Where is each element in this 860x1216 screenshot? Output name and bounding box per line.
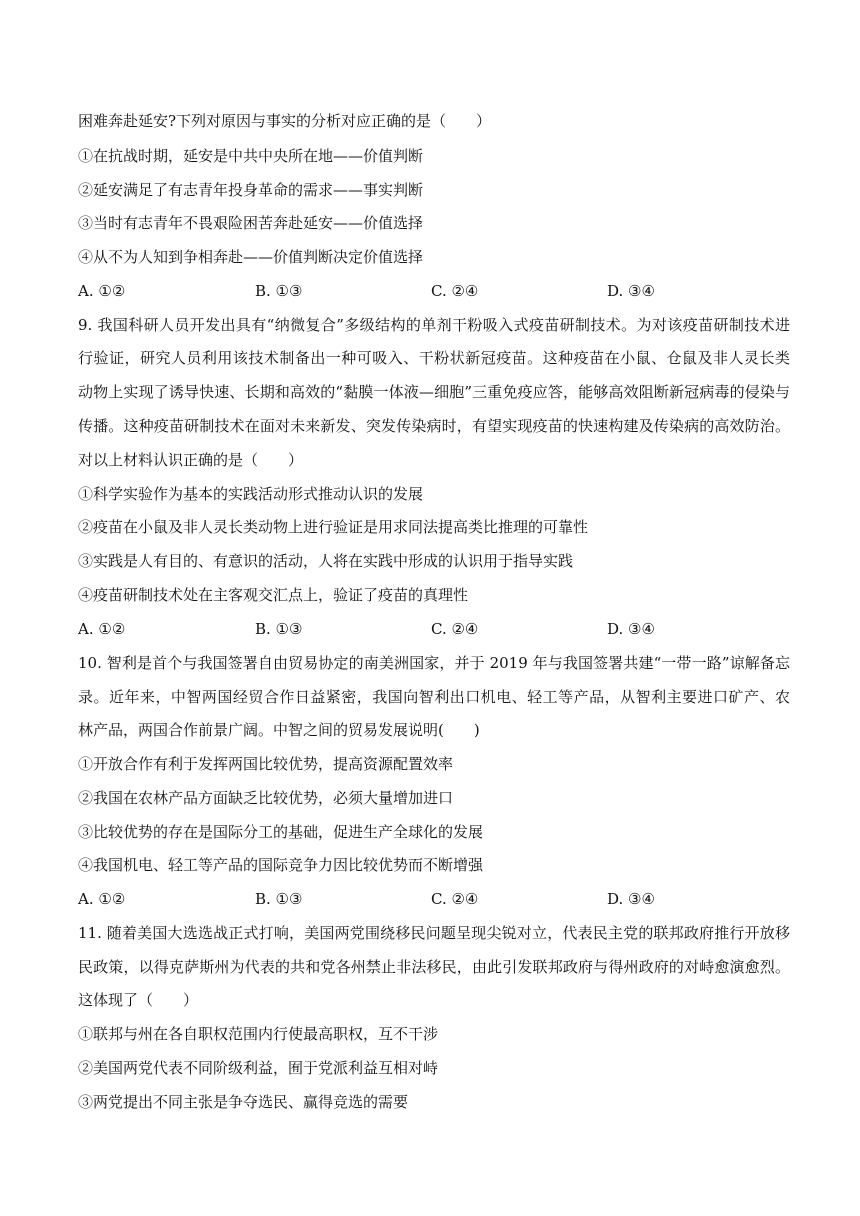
q11-stem-line-2: 民政策，以得克萨斯州为代表的共和党各州禁止非法移民，由此引发联邦政府与得州政府的对峙愈演愈烈。 bbox=[78, 958, 790, 976]
q9-options bbox=[78, 619, 790, 639]
q8-option-a[interactable]: A. ①② bbox=[78, 282, 126, 300]
q9-statement-2: ②疫苗在小鼠及非人灵长类动物上进行验证是用求同法提高类比推理的可靠性 bbox=[78, 518, 589, 536]
q9-option-a[interactable]: A. ①② bbox=[78, 620, 126, 638]
q10-stem-line-2: 录。近年来，中智两国经贸合作日益紧密，我国向智利出口机电、轻工等产品，从智利主要进口矿产、农 bbox=[78, 688, 790, 706]
q10-option-d[interactable]: D. ③④ bbox=[607, 890, 655, 908]
q10-statement-4: ④我国机电、轻工等产品的国际竞争力因比较优势而不断增强 bbox=[78, 856, 484, 874]
q9-option-c[interactable]: C. ②④ bbox=[431, 620, 479, 638]
q8-option-c[interactable]: C. ②④ bbox=[431, 282, 479, 300]
q10-option-a[interactable]: A. ①② bbox=[78, 890, 126, 908]
q8-option-b[interactable]: B. ①③ bbox=[255, 282, 303, 300]
q8-statement-4: ④从不为人知到争相奔赴——价值判断决定价值选择 bbox=[78, 248, 424, 266]
q9-stem-line-3: 动物上实现了诱导快速、长期和高效的“黏膜一体液—细胞”三重免疫应答，能够高效阻断新冠病毒的侵染与 bbox=[78, 383, 790, 401]
q9-option-d[interactable]: D. ③④ bbox=[607, 620, 655, 638]
q8-options bbox=[78, 281, 790, 301]
q9-stem-line-1: 9. 我国科研人员开发出具有“纳微复合”多级结构的单剂干粉吸入式疫苗研制技术。为对该疫苗研制技术进 bbox=[78, 316, 790, 334]
q9-statement-1: ①科学实验作为基本的实践活动形式推动认识的发展 bbox=[78, 485, 424, 503]
q10-statement-2: ②我国在农林产品方面缺乏比较优势，必须大量增加进口 bbox=[78, 789, 454, 807]
q8-statement-3: ③当时有志青年不畏艰险困苦奔赴延安——价值选择 bbox=[78, 214, 424, 232]
q9-statement-4: ④疫苗研制技术处在主客观交汇点上，验证了疫苗的真理性 bbox=[78, 586, 469, 604]
q10-option-c[interactable]: C. ②④ bbox=[431, 890, 479, 908]
q10-statement-3: ③比较优势的存在是国际分工的基础，促进生产全球化的发展 bbox=[78, 823, 484, 841]
q10-stem-line-1: 10. 智利是首个与我国签署自由贸易协定的南美洲国家，并于 2019 年与我国签署共建“一带一路”谅解备忘 bbox=[78, 654, 790, 672]
q9-statement-3: ③实践是人有目的、有意识的活动，人将在实践中形成的认识用于指导实践 bbox=[78, 552, 574, 570]
q8-statement-1: ①在抗战时期，延安是中共中央所在地——价值判断 bbox=[78, 147, 424, 165]
q10-stem-line-3: 林产品，两国合作前景广阔。中智之间的贸易发展说明( ) bbox=[78, 721, 480, 739]
q11-statement-1: ①联邦与州在各自职权范围内行使最高职权，互不干涉 bbox=[78, 1025, 439, 1043]
q9-stem-line-4: 传播。这种疫苗研制技术在面对未来新发、突发传染病时，有望实现疫苗的快速构建及传染病的高效防治。 bbox=[78, 417, 790, 435]
q11-stem-line-1: 11. 随着美国大选选战正式打响，美国两党围绕移民问题呈现尖锐对立，代表民主党的联邦政府推行开放移 bbox=[78, 924, 790, 942]
q10-option-b[interactable]: B. ①③ bbox=[255, 890, 303, 908]
q10-statement-1: ①开放合作有利于发挥两国比较优势，提高资源配置效率 bbox=[78, 755, 454, 773]
q8-option-d[interactable]: D. ③④ bbox=[607, 282, 655, 300]
q9-stem-line-5: 对以上材料认识正确的是（ ） bbox=[78, 451, 304, 469]
q9-stem-line-2: 行验证，研究人员利用该技术制备出一种可吸入、干粉状新冠疫苗。这种疫苗在小鼠、仓鼠及非人灵长类 bbox=[78, 349, 790, 367]
q10-options bbox=[78, 889, 790, 909]
q8-stem-tail: 困难奔赴延安?下列对原因与事实的分析对应正确的是（ ） bbox=[78, 112, 492, 130]
q11-statement-3: ③两党提出不同主张是争夺选民、赢得竞选的需要 bbox=[78, 1093, 409, 1111]
q11-statement-2: ②美国两党代表不同阶级利益，囿于党派利益互相对峙 bbox=[78, 1059, 439, 1077]
q9-option-b[interactable]: B. ①③ bbox=[255, 620, 303, 638]
q8-statement-2: ②延安满足了有志青年投身革命的需求——事实判断 bbox=[78, 181, 424, 199]
q11-stem-line-3: 这体现了（ ） bbox=[78, 991, 199, 1009]
